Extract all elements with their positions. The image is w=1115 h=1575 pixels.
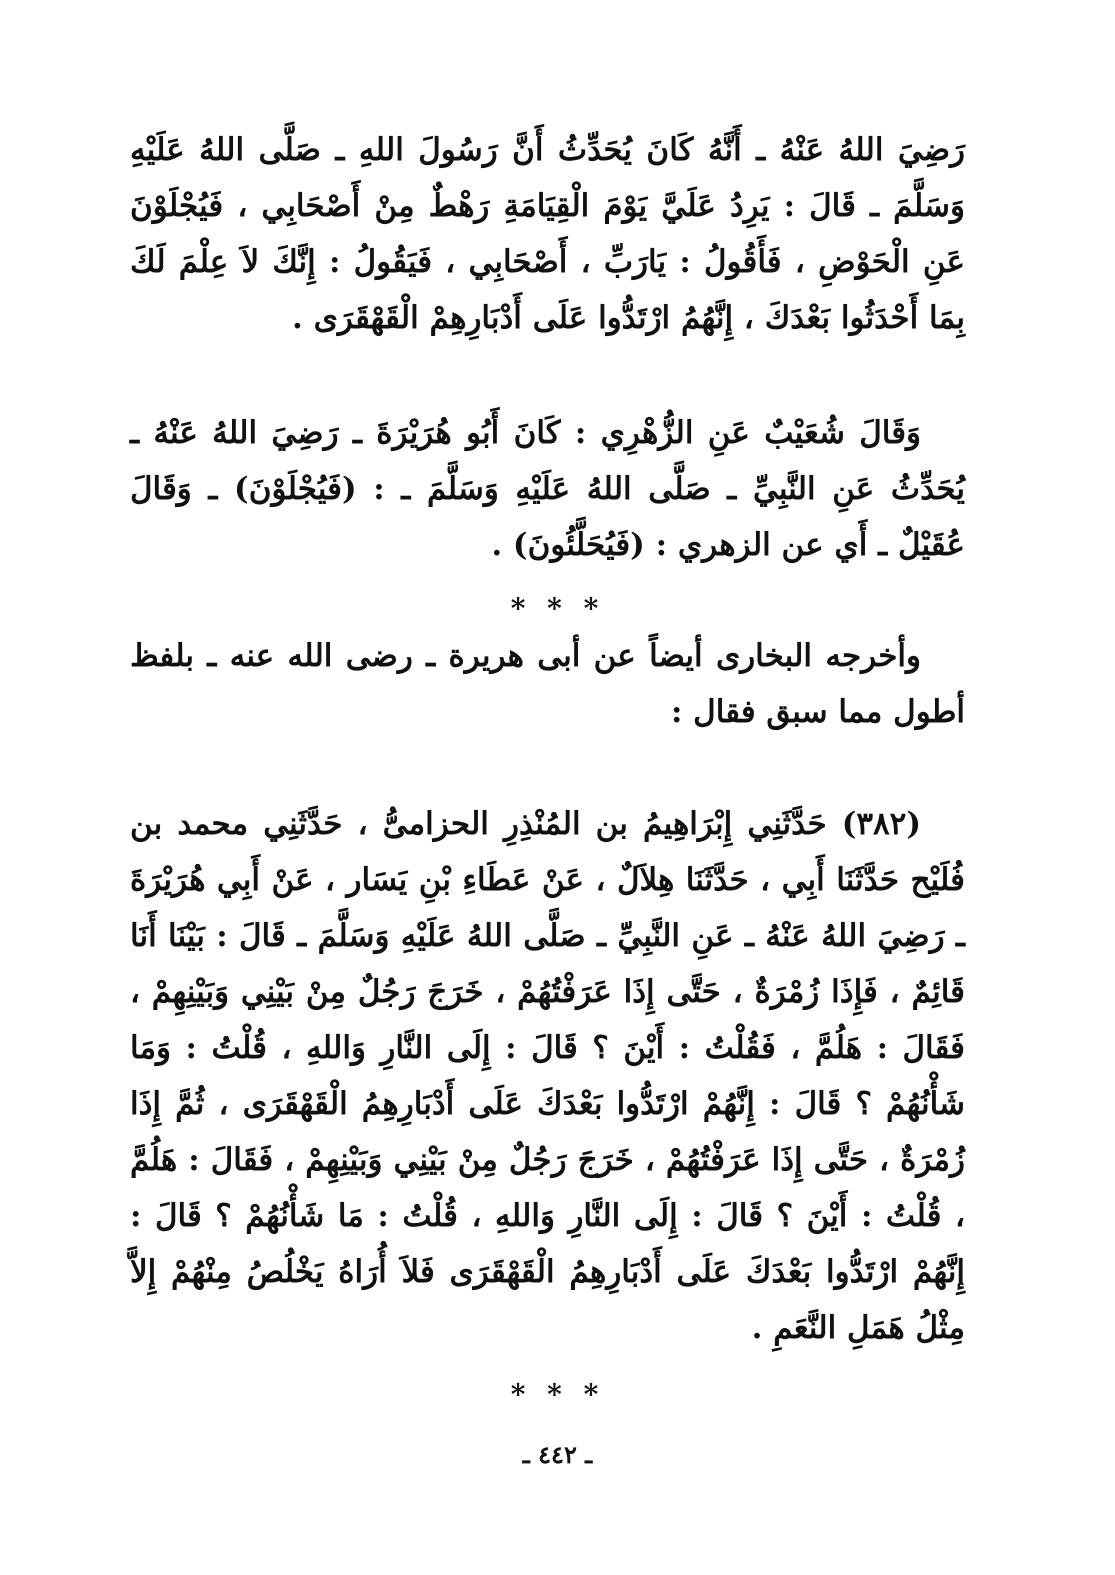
page-number: ـ ٤٤٢ ـ xyxy=(522,1440,593,1469)
paragraph-narration-note: وَقَالَ شُعَيْبٌ عَنِ الزُّهْرِي : كَانَ أَبُو هُرَيْرَةَ ـ رَضِيَ اللهُ عَنْهُ ـ يُحَدِّثُ عَنِ النَّبِيِّ ـ صَلَّى اللهُ عَلَيْهِ وَسَلَّمَ ـ : (فَيُجْلَوْنَ) ـ وَقَالَ عُقَيْلٌ ـ أَي عن الزهري : (فَيُحَلَّئُونَ) . xyxy=(130,415,965,563)
paragraph-hadith-382: (٣٨٢) حَدَّثَنِي إِبْرَاهِيمُ بن المُنْذِرِ الحزامىُّ ، حَدَّثَنِي محمد بن فُلَيْح حَدَّثَنَا أَبِي ، حَدَّثَنَا هِلاَلٌ ، عَنْ عَطَاءِ بْنِ يَسَار ، عَنْ أَبِي هُرَيْرَةَ ـ رَضِيَ اللهُ عَنْهُ ـ عَنِ النَّبِيِّ ـ صَلَّى اللهُ عَلَيْهِ وَسَلَّمَ ـ قَالَ : بَيْنَا أَنَا قَائِمٌ ، فَإِذَا زُمْرَةٌ ، حَتَّى إِذَا عَرَفْتُهُمْ ، خَرَجَ رَجُلٌ مِنْ بَيْنِي وَبَيْنِهِمْ ، فَقَالَ : هَلُمَّ ، فَقُلْتُ : أَيْنَ ؟ قَالَ : إِلَى النَّارِ وَاللهِ ، قُلْتُ : وَمَا شَأْنُهُمْ ؟ قَالَ : إِنَّهُمْ ارْتَدُّوا بَعْدَكَ عَلَى أَدْبَارِهِمُ الْقَهْقَرَى ، ثُمَّ إِذَا زُمْرَةٌ ، حَتَّى إِذَا عَرَفْتُهُمْ ، خَرَجَ رَجُلٌ مِنْ بَيْنِي وَبَيْنِهِمْ ، فَقَالَ : هَلُمَّ ، قُلْتُ : أَيْنَ ؟ قَالَ : إِلَى النَّارِ وَاللهِ ، قُلْتُ : مَا شَأْنُهُمْ ؟ قَالَ : إِنَّهُمْ ارْتَدُّوا بَعْدَكَ عَلَى أَدْبَارِهِمُ الْقَهْقَرَى فَلاَ أُرَاهُ يَخْلُصُ مِنْهُمْ إِلاَّ مِثْلُ هَمَلِ النَّعَمِ . xyxy=(130,806,965,1346)
section-separator: * * * xyxy=(510,592,605,625)
paragraph-bukhari-intro: وأخرجه البخارى أيضاً عن أبى هريرة ـ رضى الله عنه ـ بلفظ أطول مما سبق فقال : xyxy=(130,638,965,730)
paragraph-hadith-text: رَضِيَ اللهُ عَنْهُ ـ أَنَّهُ كَانَ يُحَدِّثُ أَنَّ رَسُولَ اللهِ ـ صَلَّى اللهُ عَلَيْهِ وَسَلَّمَ ـ قَالَ : يَرِدُ عَلَيَّ يَوْمَ الْقِيَامَةِ رَهْطٌ مِنْ أَصْحَابِي ، فَيُجْلَوْنَ عَنِ الْحَوْضِ ، فَأَقُولُ : يَارَبِّ ، أَصْحَابِي ، فَيَقُولُ : إِنَّكَ لاَ عِلْمَ لَكَ بِمَا أَحْدَثُوا بَعْدَكَ ، إِنَّهُمُ ارْتَدُّوا عَلَى أَدْبَارِهِمْ الْقَهْقَرَى . xyxy=(130,132,965,336)
section-separator: * * * xyxy=(510,1378,605,1411)
